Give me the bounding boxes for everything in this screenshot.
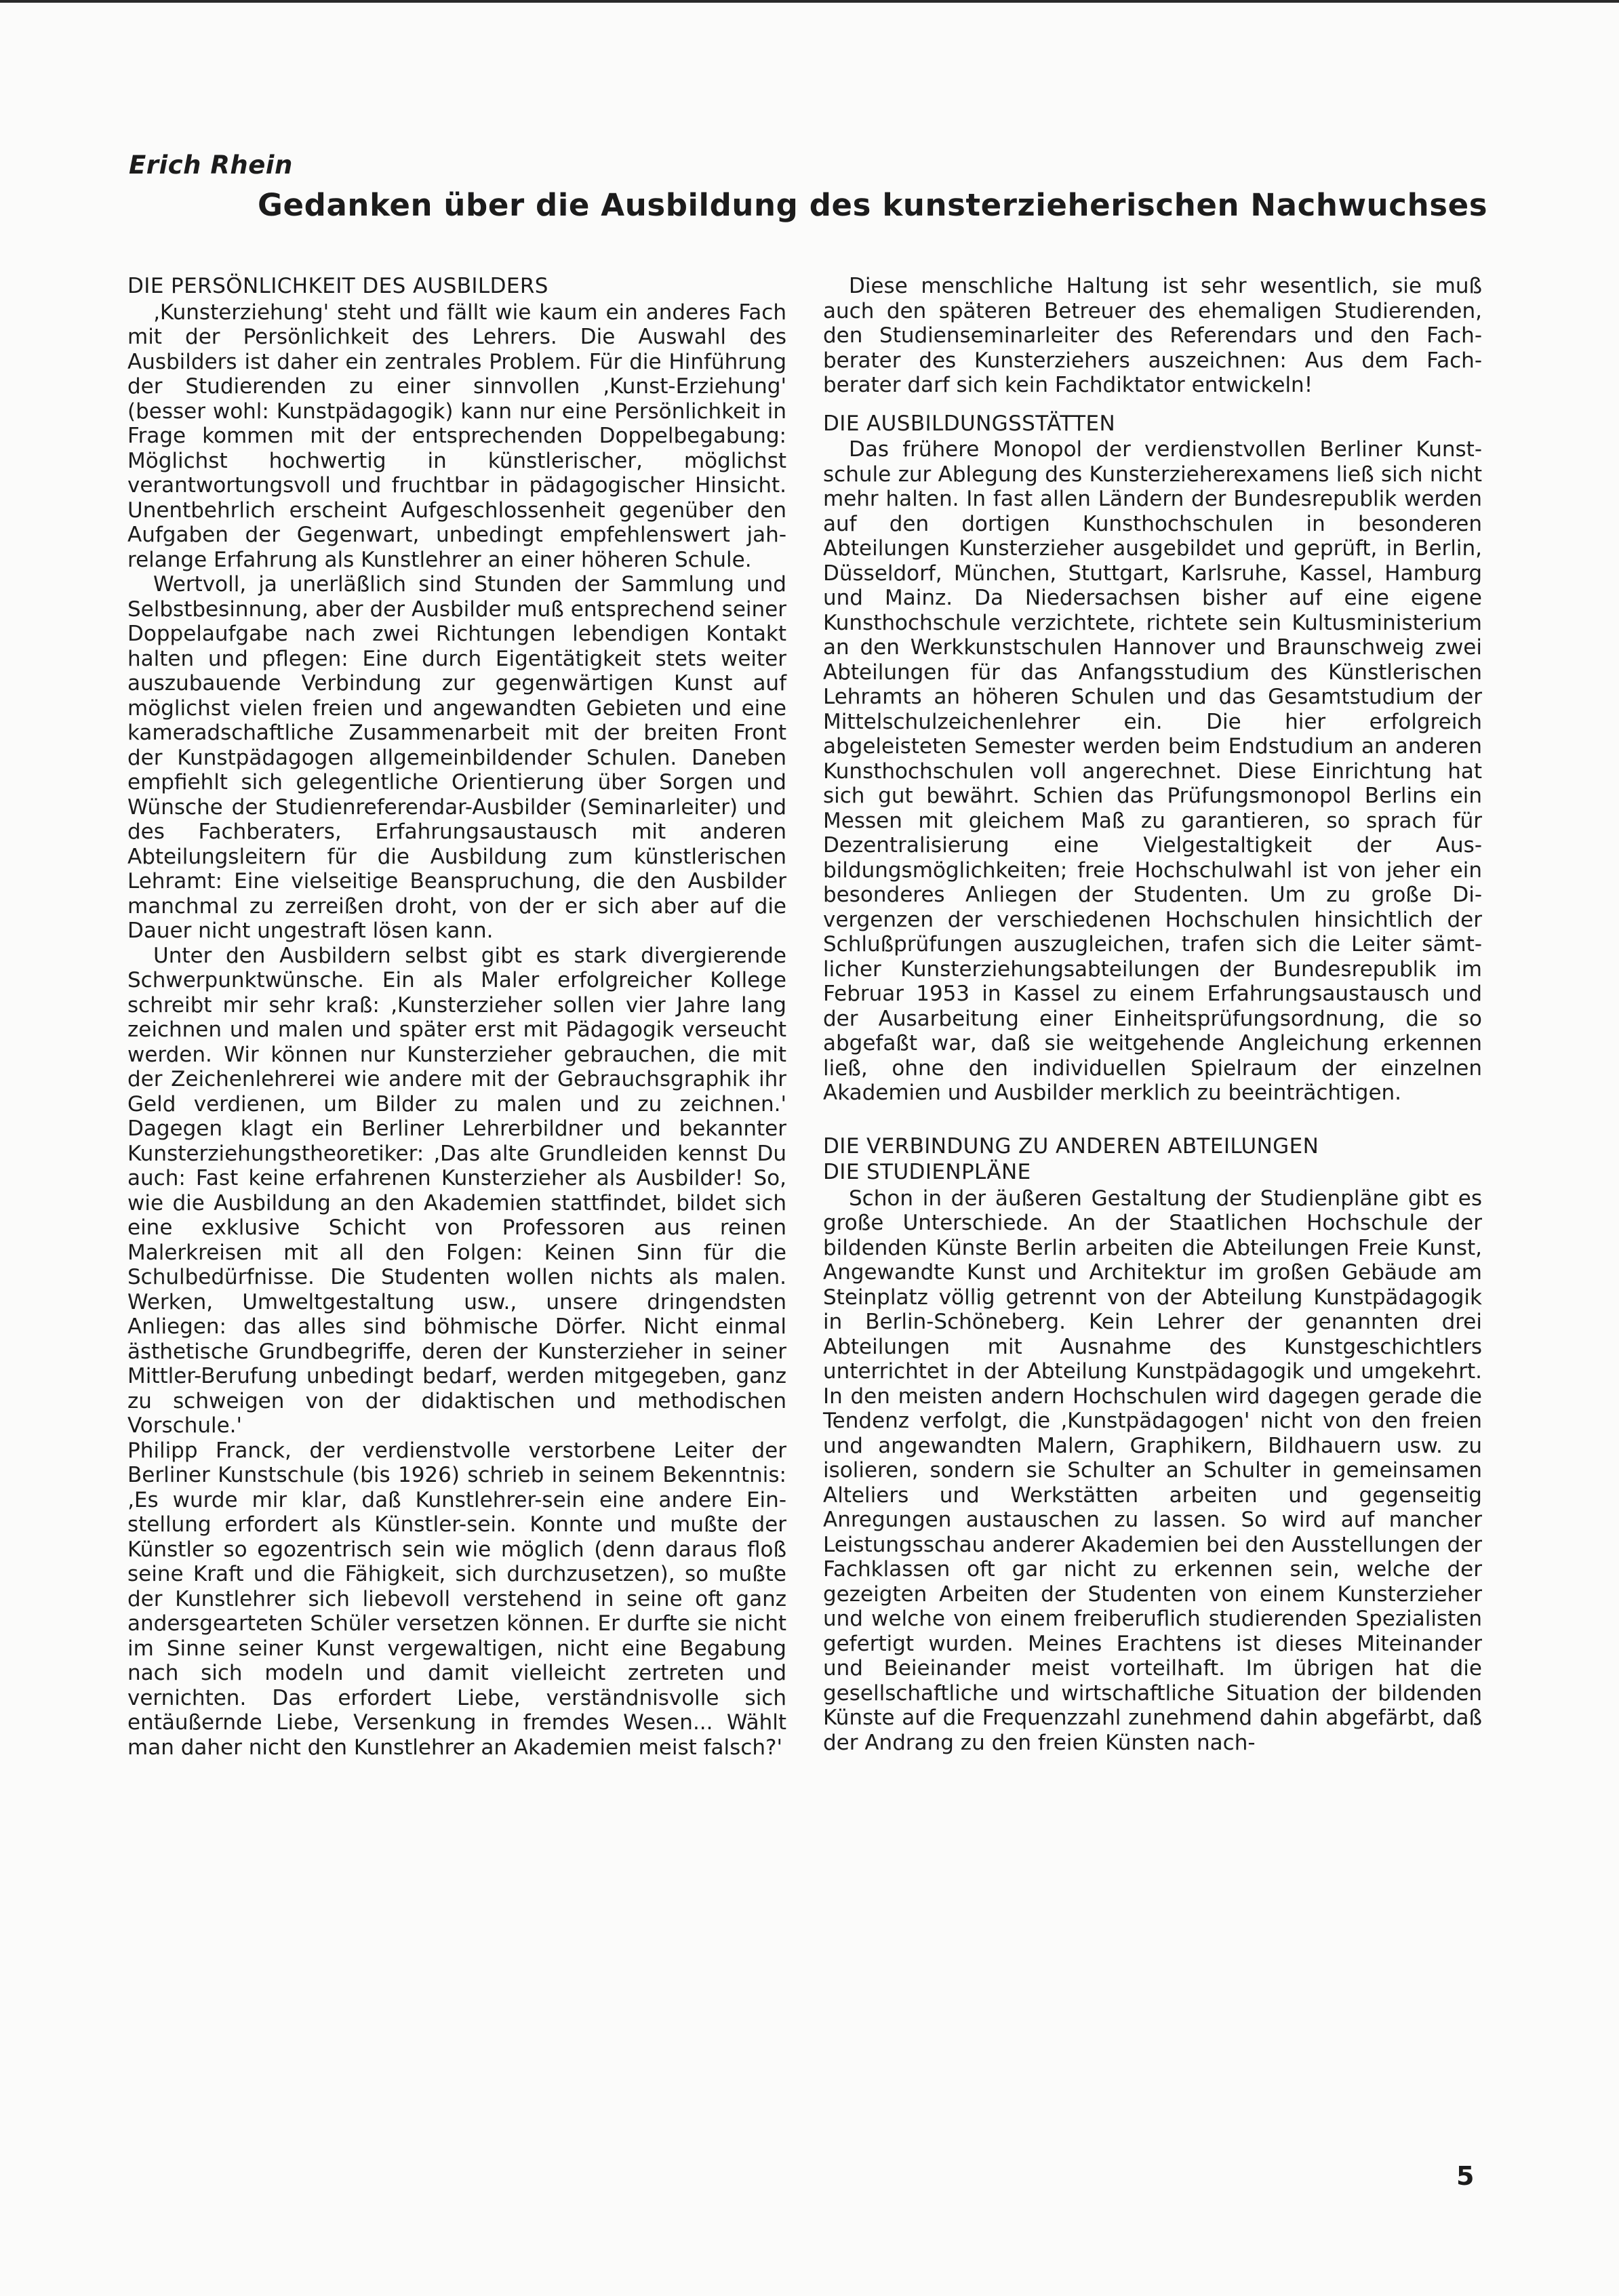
section-ausbildungsstaetten — [823, 411, 1482, 1106]
paragraph: Wertvoll, ja unerläßlich sind Stunden der Sammlung und Selbstbesinnung, aber der Ausbilder muß entsprechend seiner Doppelaufgabe nach zwei Richtungen lebendigen Kontakt halten und pflegen: Eine durch Eigentätigkeit stets weiter auszubauende Verbindung zur gegenwärtigen Kunst auf möglichst vielen freien und angewandten Gebieten und eine kameradschaftliche Zusammenarbeit mit der breiten Front der Kunstpädagogen allgemeinbildender Schulen. Daneben empfiehlt sich gelegentliche Orientierung über Sorgen und Wünsche der Studienreferendar-Ausbilder (Seminarleiter) und des Fachberaters, Erfahrungsaustausch mit anderen Abteilungsleitern für die Ausbildung zum künstlerischen Lehramt: Eine vielseitige Beanspruchung, die den Ausbilder manchmal zu zerreißen droht, von der er sich aber auf die Dauer nicht ungestraft lösen kann. — [127, 572, 786, 943]
section-studienplaene — [823, 1134, 1482, 1756]
right-column — [823, 274, 1482, 1755]
article-title: Gedanken über die Ausbildung des kunsterzieherischen Nachwuchses — [258, 187, 1488, 223]
page-number: 5 — [1456, 2161, 1475, 2191]
paragraph: Das frühere Monopol der verdienstvollen Berliner Kunstschule zur Ablegung des Kunsterzieherexamens ließ sich nicht mehr halten. In fast allen Ländern der Bundesrepublik werden auf den dortigen Kunsthochschulen in besonderen Abteilungen Kunsterzieher ausgebildet und geprüft, in Berlin, Düsseldorf, München, Stuttgart, Karlsruhe, Kassel, Hamburg und Mainz. Da Niedersachsen bisher auf eine eigene Kunsthochschule verzichtete, richtete sein Kultusministerium an den Werkkunstschulen Hannover und Braunschweig zwei Abteilungen für das Anfangsstudium des Künstlerischen Lehramts an höheren Schulen und das Gesamtstudium der Mittelschulzeichenlehrer ein. Die hier erfolgreich abgeleisteten Semester werden beim Endstudium an anderen Kunsthochschulen voll angerechnet. Diese Einrichtung hat sich gut bewährt. Schien das Prüfungsmonopol Berlins ein Messen mit gleichem Maß zu garantieren, so sprach für Dezentralisierung eine Vielgestaltigkeit der Ausbildungsmöglichkeiten; freie Hochschulwahl ist von jeher ein besonderes Anliegen der Studenten. Um zu große Divergenzen der verschiedenen Hochschulen hinsichtlich der Schlußprüfungen auszugleichen, trafen sich die Leiter sämtlicher Kunsterziehungsabteilungen der Bundesrepublik im Februar 1953 in Kassel zu einem Erfahrungsaustausch und der Ausarbeitung einer Einheitsprüfungsordnung, die so abgefaßt war, daß sie weitgehende Angleichung erkennen ließ, ohne den individuellen Spielraum der einzelnen Akademien und Ausbilder merklich zu beeinträchtigen. — [823, 437, 1482, 1105]
paragraph: ‚Kunsterziehung' steht und fällt wie kaum ein anderes Fach mit der Persönlichkeit des Lehrers. Die Auswahl des Ausbilders ist daher ein zentrales Problem. Für die Hinführung der Studierenden zu einer sinnvollen ‚Kunst-Erziehung' (besser wohl: Kunstpädagogik) kann nur eine Persönlichkeit in Frage kommen mit der entsprechenden Doppelbegabung: Möglichst hochwertig in künstlerischer, möglichst verantwortungsvoll und fruchtbar in pädagogischer Hinsicht. Unentbehrlich erscheint Aufgeschlossenheit gegenüber den Aufgaben der Gegenwart, unbedingt empfehlenswert jahrelange Erfahrung als Kunstlehrer an einer höheren Schule. — [127, 300, 786, 572]
section-heading-studienplaene: DIE STUDIENPLÄNE — [823, 1160, 1031, 1184]
paragraph: Unter den Ausbildern selbst gibt es stark divergierende Schwerpunktwünsche. Ein als Maler erfolgreicher Kollege schreibt mir sehr kraß: ‚Kunsterzieher sollen vier Jahre lang zeichnen und malen und später erst mit Pädagogik verseucht werden. Wir können nur Kunsterzieher gebrauchen, die mit der Zeichenlehrerei wie andere mit der Gebrauchsgraphik ihr Geld verdienen, um Bilder zu malen und zu zeichnen.' Dagegen klagt ein Berliner Lehrerbildner und bekannter Kunsterziehungstheoretiker: ‚Das alte Grundleiden kennst Du auch: Fast keine erfahrenen Kunsterzieher als Ausbilder! So, wie die Ausbildung an den Akademien stattfindet, bildet sich eine exklusive Schicht von Professoren aus reinen Malerkreisen mit all den Folgen: Keinen Sinn für die Schulbedürfnisse. Die Studenten wollen nichts als malen. Werken, Umweltgestaltung usw., unsere dringendsten Anliegen: das alles sind böhmische Dörfer. Nicht einmal ästhetische Grundbegriffe, deren der Kunsterzieher in seiner Mittler-Berufung unbedingt bedarf, werden mitgegeben, ganz zu schweigen von der didaktischen und methodischen Vorschule.' — [127, 943, 786, 1438]
section-heading-persoenlichkeit: DIE PERSÖNLICHKEIT DES AUSBILDERS — [127, 274, 548, 298]
top-rule — [0, 0, 1619, 3]
section-heading-ausbildungsstaetten: DIE AUSBILDUNGSSTÄTTEN — [823, 411, 1116, 436]
author-name: Erich Rhein — [129, 150, 293, 180]
paragraph: Schon in der äußeren Gestaltung der Studienpläne gibt es große Unterschiede. An der Staatlichen Hochschule der bildenden Künste Berlin arbeiten die Abteilungen Freie Kunst, Angewandte Kunst und Architektur im großen Gebäude am Steinplatz völlig getrennt von der Abteilung Kunstpädagogik in Berlin-Schöneberg. Kein Lehrer der genannten drei Abteilungen mit Ausnahme des Kunstgeschichtlers unterrichtet in der Abteilung Kunstpädagogik und umgekehrt. In den meisten andern Hochschulen wird dagegen gerade die Tendenz verfolgt, die ‚Kunstpädagogen' nicht von den freien und angewandten Malern, Graphikern, Bildhauern usw. zu isolieren, sondern sie Schulter an Schulter in gemeinsamen Alteliers und Werkstätten arbeiten und gegenseitig Anregungen austauschen zu lassen. So wird auf mancher Leistungsschau anderer Akademien bei den Ausstellungen der Fachklassen oft gar nicht zu erkennen sein, welche der gezeigten Arbeiten der Studenten von einem Kunsterzieher und welche von einem freiberuflich studierenden Spezialisten gefertigt wurden. Meines Erachtens ist dieses Miteinander und Beieinander meist vorteilhaft. Im übrigen hat die gesellschaftliche und wirtschaftliche Situation der bildenden Künste auf die Frequenzzahl zunehmend dahin abgefärbt, daß der Andrang zu den freien Künsten nach- — [823, 1186, 1482, 1755]
paragraph: Philipp Franck, der verdienstvolle verstorbene Leiter der Berliner Kunstschule (bis 1926) schrieb in seinem Bekenntnis: ‚Es wurde mir klar, daß Kunstlehrer-sein eine andere Einstellung erfordert als Künstler-sein. Konnte und mußte der Künstler so egozentrisch sein wie möglich (denn daraus floß seine Kraft und die Fähigkeit, sich durchzusetzen), so mußte der Kunstlehrer sich liebevoll verstehend in seine oft ganz andersgearteten Schüler versetzen können. Er durfte sie nicht im Sinne seiner Kunst vergewaltigen, nicht eine Begabung nach sich modeln und damit vielleicht zertreten und vernichten. Das erfordert Liebe, verständnisvolle sich entäußernde Liebe, Versenkung in fremdes Wesen... Wählt man daher nicht den Kunstlehrer an Akademien meist falsch?' — [127, 1438, 786, 1760]
section-heading-verbindung: DIE VERBINDUNG ZU ANDEREN ABTEILUNGEN — [823, 1133, 1319, 1159]
paragraph: Diese menschliche Haltung ist sehr wesentlich, sie muß auch den späteren Betreuer des ehemaligen Studierenden, den Studienseminarleiter des Referendars und den Fachberater des Kunsterziehers auszeichnen: Aus dem Fachberater darf sich kein Fachdiktator entwickeln! — [823, 274, 1482, 397]
left-column — [127, 274, 786, 1760]
